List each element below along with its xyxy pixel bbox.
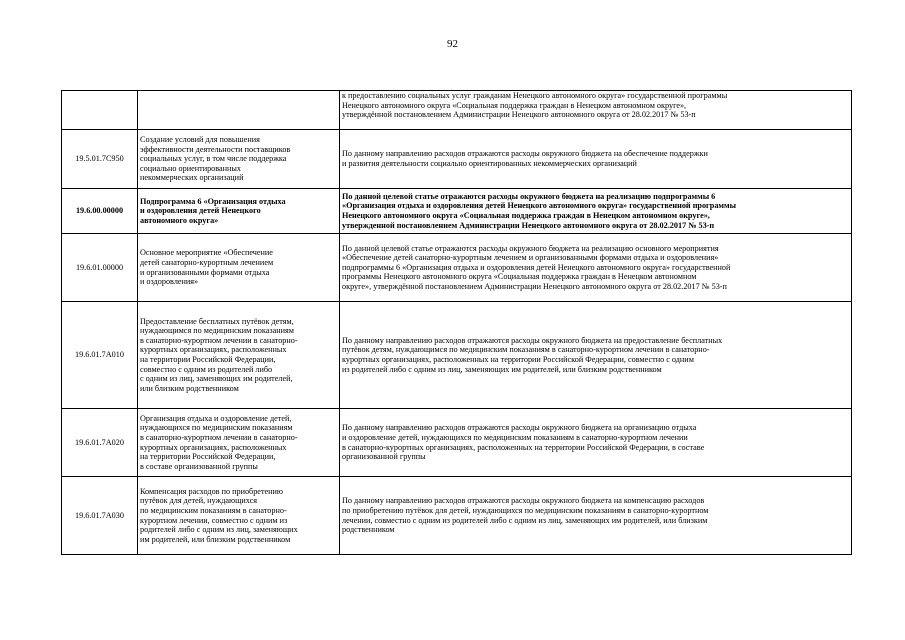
table-row [62, 189, 852, 234]
description-cell: По данной целевой статье отражаются расходы окружного бюджета на реализацию основного мероприятия «Обеспечение детей санаторно-курортным лечением и организованными формами отдыха и оздоровления» подпрограммы 6 «Организация отдыха и оздоровления детей Ненецкого автономного округа» государственной программы Ненецкого автономного округа «Социальная поддержка граждан в Ненецком автономном округе», утверждённой постановлением Администрации Ненецкого автономного округа от 28.02.2017 № 53-п [340, 234, 852, 302]
code-cell: 19.5.01.7С950 [62, 130, 138, 189]
name-cell: Предоставление бесплатных путёвок детям, нуждающимся по медицинским показаниям в санаторно-курортном лечении в санаторно- курортных организациях, расположенных на территории Российской Федерации, совместно с одним из родителей либо с одним из лиц, заменяющих им родителей, или близким родственником [138, 302, 340, 409]
code-cell: 19.6.01.7А030 [62, 477, 138, 555]
budget-classification-table [61, 90, 852, 555]
code-cell: 19.6.01.7А010 [62, 302, 138, 409]
description-cell: По данному направлению расходов отражаются расходы окружного бюджета на компенсацию расходов по приобретению путёвок для детей, нуждающихся по медицинским показаниям в санаторно-курортном лечении, совместно с одним из родителей либо с одним из лиц, заменяющих им родителей, или близким родственником [340, 477, 852, 555]
table-row [62, 91, 852, 130]
name-cell [138, 91, 340, 130]
table-row [62, 409, 852, 477]
table-body [62, 91, 852, 555]
description-cell: к предоставлению социальных услуг гражданам Ненецкого автономного округа» государственной программы Ненецкого автономного округа «Социальная поддержка граждан в Ненецком автономном округе», утверждённой постановлением Администрации Ненецкого автономного округа от 28.02.2017 № 53-п [340, 91, 852, 130]
description-cell: По данной целевой статье отражаются расходы окружного бюджета на реализацию подпрограммы 6 «Организация отдыха и оздоровления детей Ненецкого автономного округа» государственной программы Ненецкого автономного округа «Социальная поддержка граждан в Ненецком автономном округе», утвержденной постановлением Администрации Ненецкого автономного округа от 28.02.2017 № 53-п [340, 189, 852, 234]
description-cell: По данному направлению расходов отражаются расходы окружного бюджета на обеспечение поддержки и развития деятельности социально ориентированных некоммерческих организаций [340, 130, 852, 189]
name-cell: Компенсация расходов по приобретению путёвок для детей, нуждающихся по медицинским показаниям в санаторно- курортном лечении, совместно с одним из родителей либо с одним из лиц, заменяющих им родителей, или близким родственником [138, 477, 340, 555]
table-row [62, 477, 852, 555]
name-cell: Подпрограмма 6 «Организация отдыха и оздоровления детей Ненецкого автономного округа» [138, 189, 340, 234]
table-row [62, 302, 852, 409]
table-row [62, 130, 852, 189]
page-number: 92 [447, 38, 458, 50]
description-cell: По данному направлению расходов отражаются расходы окружного бюджета на предоставление бесплатных путёвок детям, нуждающимся по медицинским показаниям в санаторно-курортном лечении в санаторно- курортных организациях, расположенных на территории Российской Федерации, совместно с одним из родителей либо с одним из лиц, заменяющих им родителей, или близким родственником [340, 302, 852, 409]
code-cell [62, 91, 138, 130]
table-row [62, 234, 852, 302]
name-cell: Основное мероприятие «Обеспечение детей санаторно-курортным лечением и организованными формами отдыха и оздоровления» [138, 234, 340, 302]
code-cell: 19.6.00.00000 [62, 189, 138, 234]
name-cell: Организация отдыха и оздоровление детей, нуждающихся по медицинским показаниям в санаторно-курортном лечении в санаторно- курортных организациях, расположенных на территории Российской Федерации, в составе организованной группы [138, 409, 340, 477]
description-cell: По данному направлению расходов отражаются расходы окружного бюджета на организацию отдыха и оздоровление детей, нуждающихся по медицинским показаниям в санаторно-курортном лечении в санаторно-курортных организациях, расположенных на территории Российской Федерации, в составе организованной группы [340, 409, 852, 477]
code-cell: 19.6.01.00000 [62, 234, 138, 302]
name-cell: Создание условий для повышения эффективности деятельности поставщиков социальных услуг, в том числе поддержка социально ориентированных некоммерческих организаций [138, 130, 340, 189]
code-cell: 19.6.01.7А020 [62, 409, 138, 477]
